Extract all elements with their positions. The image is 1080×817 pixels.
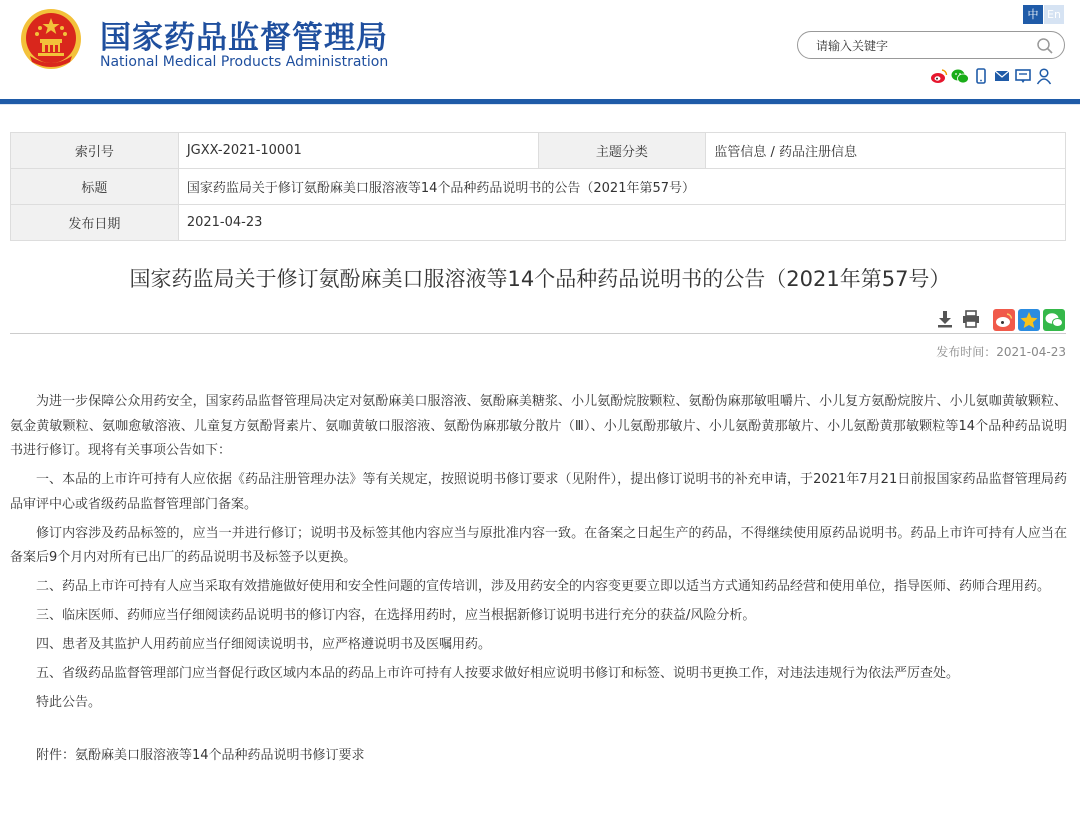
national-emblem-icon[interactable]	[20, 8, 82, 70]
mail-icon[interactable]	[993, 67, 1011, 85]
article-paragraph: 三、临床医师、药师应当仔细阅读药品说明书的修订内容，在选择用药时，应当根据新修订说明书进行充分的获益/风险分析。	[36, 608, 756, 624]
language-chinese-button[interactable]: 中	[1023, 5, 1043, 24]
article-paragraph: 特此公告。	[36, 695, 102, 711]
category-label: 主题分类	[538, 133, 706, 169]
print-icon[interactable]	[961, 309, 981, 329]
category-value: 监管信息 / 药品注册信息	[706, 133, 1066, 169]
search-icon[interactable]	[1036, 37, 1054, 55]
meta-row-title	[11, 169, 1066, 205]
share-wechat-icon[interactable]	[1043, 309, 1065, 331]
search-box	[797, 31, 1065, 59]
article-paragraph: 二、药品上市许可持有人应当采取有效措施做好使用和安全性问题的宣传培训，涉及用药安全的内容变更要立即以适当方式通知药品经营和使用单位，指导医师、药师合理用药。	[36, 579, 1051, 595]
site-title-english[interactable]: National Medical Products Administration	[100, 54, 389, 70]
title-value: 国家药监局关于修订氨酚麻美口服溶液等14个品种药品说明书的公告（2021年第57号）	[178, 169, 1065, 205]
index-value: JGXX-2021-10001	[178, 133, 538, 169]
index-label: 索引号	[11, 133, 179, 169]
article-paragraph: 修订内容涉及药品标签的，应当一并进行修订；说明书及标签其他内容应当与原批准内容一致。在备案之日起生产的药品，不得继续使用原药品说明书。药品上市许可持有人应当在备案后9个月内对所有已出厂的药品说明书及标签予以更换。	[10, 525, 1067, 566]
site-header	[0, 0, 1080, 100]
social-links	[927, 67, 1053, 85]
title-divider	[10, 333, 1066, 334]
title-label: 标题	[11, 169, 179, 205]
publish-time: 发布时间：2021-04-23	[936, 345, 1066, 359]
mobile-icon[interactable]	[972, 67, 990, 85]
meta-row-date	[11, 205, 1066, 241]
article-title: 国家药监局关于修订氨酚麻美口服溶液等14个品种药品说明书的公告（2021年第57号）	[129, 267, 951, 291]
date-label: 发布日期	[11, 205, 179, 241]
site-title-chinese[interactable]: 国家药品监督管理局	[100, 20, 388, 56]
article-body	[10, 390, 1067, 773]
user-icon[interactable]	[1035, 67, 1053, 85]
share-qzone-icon[interactable]	[1018, 309, 1040, 331]
header-divider-shadow	[0, 104, 1080, 105]
date-value: 2021-04-23	[178, 205, 1065, 241]
meta-row-index	[11, 133, 1066, 169]
article-paragraph: 一、本品的上市许可持有人应依据《药品注册管理办法》等有关规定，按照说明书修订要求（见附件），提出修订说明书的补充申请，于2021年7月21日前报国家药品监督管理局药品审评中心或省级药品监督管理部门备案。	[10, 472, 1067, 512]
share-weibo-icon[interactable]	[993, 309, 1015, 331]
message-icon[interactable]	[1014, 67, 1032, 85]
document-meta-table	[10, 132, 1066, 241]
search-input[interactable]	[814, 36, 1028, 56]
download-icon[interactable]	[935, 309, 955, 329]
weibo-icon[interactable]	[930, 67, 948, 85]
attachment-link[interactable]: 附件：氨酚麻美口服溶液等14个品种药品说明书修订要求	[36, 747, 365, 763]
article-paragraph: 五、省级药品监督管理部门应当督促行政区域内本品的药品上市许可持有人按要求做好相应说明书修订和标签、说明书更换工作，对违法违规行为依法严厉查处。	[36, 666, 960, 682]
article-paragraph: 四、患者及其监护人用药前应当仔细阅读说明书，应严格遵说明书及医嘱用药。	[36, 637, 492, 653]
language-english-button[interactable]: En	[1044, 5, 1064, 24]
wechat-icon[interactable]	[951, 67, 969, 85]
article-paragraph: 为进一步保障公众用药安全，国家药品监督管理局决定对氨酚麻美口服溶液、氨酚麻美糖浆、小儿氨酚烷胺颗粒、氨酚伪麻那敏咀嚼片、小儿复方氨酚烷胺片、小儿氨咖黄敏颗粒、氨金黄敏颗粒、氨咖愈敏溶液、儿童复方氨酚肾素片、氨咖黄敏口服溶液、氨酚伪麻那敏分散片（Ⅲ）、小儿氨酚那敏片、小儿氨酚黄那敏片、小儿氨酚黄那敏颗粒等14个品种药品说明书进行修订。现将有关事项公告如下：	[10, 394, 1067, 459]
